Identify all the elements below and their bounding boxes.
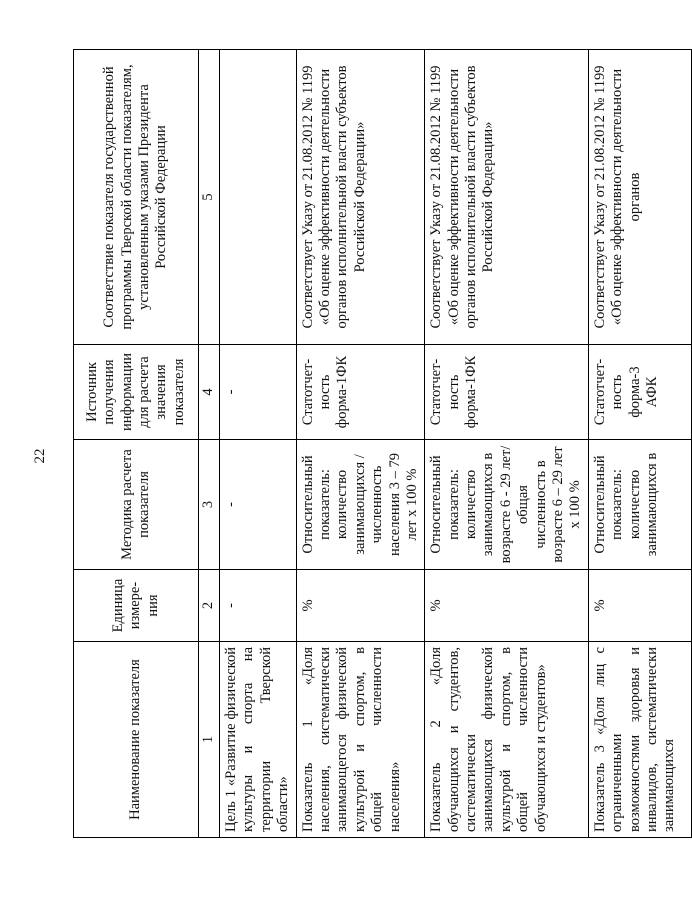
header-info-source: Источник получения информации для расчета значения показателя xyxy=(74,345,199,440)
table-row-indicator-2 xyxy=(425,50,589,838)
indicators-table xyxy=(73,49,692,838)
table-row-goal-1 xyxy=(220,50,297,838)
rotated-table-container xyxy=(73,50,678,838)
header-unit: Единица измере-ния xyxy=(74,570,199,642)
cell-correspondence: Соответствует Указу от 21.08.2012 № 1199 «Об оценке эффективности деятельности органов исполнительной власти субъектов Российской Федерации» xyxy=(425,50,589,345)
cell-correspondence: Соответствует Указу от 21.08.2012 № 1199 «Об оценке эффективности деятельности органов xyxy=(588,50,691,345)
cell-unit: % xyxy=(296,570,425,642)
page-number: 22 xyxy=(32,448,48,464)
cell-name: Цель 1 «Развитие физической культуры и спорта на территории Тверской области» xyxy=(220,642,297,838)
column-number: 1 xyxy=(199,642,220,838)
cell-source: - xyxy=(220,345,297,440)
cell-unit: % xyxy=(425,570,589,642)
cell-method: Относительный показатель: количество занимающихся в возрасте 6 - 29 лет/ общая численность в возрасте 6 – 29 лет х 100 % xyxy=(425,440,589,570)
cell-method: - xyxy=(220,440,297,570)
header-calc-method: Методика расчета показателя xyxy=(74,440,199,570)
cell-name: Показатель 2 «Доля обучающихся и студентов, систематически занимающихся физической культурой и спортом, в общей численности обучающихся и студентов» xyxy=(425,642,589,838)
cell-source: Статотчет-ность форма-3 АФК xyxy=(588,345,691,440)
column-number: 4 xyxy=(199,345,220,440)
cell-name: Показатель 3 «Доля лиц с ограниченными возможностями здоровья и инвалидов, систематически занимающихся xyxy=(588,642,691,838)
table-row-indicator-3 xyxy=(588,50,691,838)
table-header-row xyxy=(74,50,199,838)
header-indicator-name: Наименование показателя xyxy=(74,642,199,838)
cell-method: Относительный показатель: количество занимающихся / численность населения 3 – 79 лет х 100 % xyxy=(296,440,425,570)
cell-source: Статотчет-ность форма-1ФК xyxy=(425,345,589,440)
cell-correspondence: Соответствует Указу от 21.08.2012 № 1199 «Об оценке эффективности деятельности органов исполнительной власти субъектов Российской Федерации» xyxy=(296,50,425,345)
header-correspondence: Соответствие показателя государственной программы Тверской области показателям, установленным указами Президента Российской Федерации xyxy=(74,50,199,345)
cell-method: Относительный показатель: количество занимающихся в xyxy=(588,440,691,570)
cell-unit: - xyxy=(220,570,297,642)
cell-unit: % xyxy=(588,570,691,642)
column-numbers-row xyxy=(199,50,220,838)
column-number: 5 xyxy=(199,50,220,345)
cell-source: Статотчет-ность форма-1ФК xyxy=(296,345,425,440)
column-number: 3 xyxy=(199,440,220,570)
cell-name: Показатель 1 «Доля населения, систематически занимающегося физической культурой и спортом, в общей численности населения» xyxy=(296,642,425,838)
cell-correspondence xyxy=(220,50,297,345)
column-number: 2 xyxy=(199,570,220,642)
table-row-indicator-1 xyxy=(296,50,425,838)
